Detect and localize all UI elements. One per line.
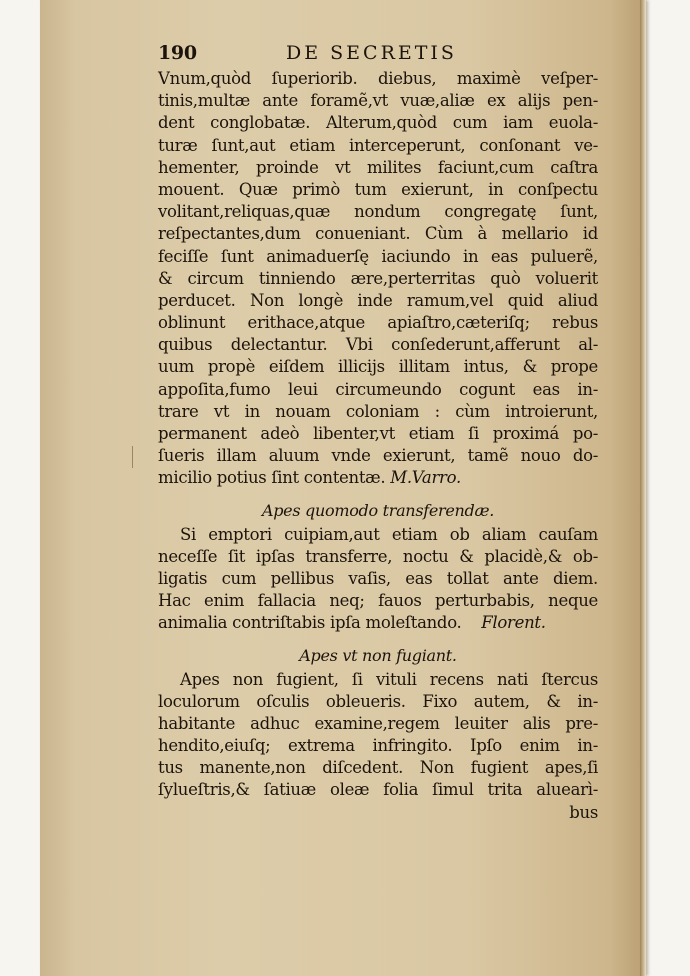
page-text [158, 40, 598, 824]
text-line: perducet. Non longè inde ramum,vel quid aliud [158, 290, 598, 310]
text-line: & circum tinniendo ære,perterritas quò voluerit [158, 268, 598, 288]
text-line: habitante adhuc examine,regem leuiter alis pre- [158, 713, 598, 733]
section-1 [158, 68, 598, 490]
text-line-content: micilio potius ſint contentæ. [158, 468, 386, 488]
text-line: quibus delectantur. Vbi conſederunt,afferunt al- [158, 335, 598, 355]
text-line [158, 612, 598, 634]
margin-mark [132, 446, 137, 468]
source-attribution: M.Varro. [390, 468, 461, 488]
text-line: hendito,eiuſq; extrema infringito. Ipſo enim in- [158, 736, 598, 756]
section-2 [158, 524, 598, 635]
text-line [158, 467, 598, 489]
text-line: dent conglobatæ. Alterum,quòd cum iam euola- [158, 113, 598, 133]
section-3 [158, 669, 598, 824]
text-line: volitant,reliquas,quæ nondum congregatę ſunt, [158, 202, 598, 222]
text-line-content: animalia contriſtabis ipſa moleſtando. [158, 613, 462, 633]
text-line: trare vt in nouam coloniam : cùm introierunt, [158, 401, 598, 421]
text-line: Hac enim fallacia neq; fauos perturbabis, neque [158, 591, 598, 611]
text-line: Si emptori cuipiam,aut etiam ob aliam cauſam [180, 524, 598, 544]
text-line: Apes non fugient, ſi vituli recens nati ſtercus [180, 669, 598, 689]
source-attribution: Florent. [481, 613, 546, 633]
text-line: hementer, proinde vt milites faciunt,cum caſtra [158, 157, 598, 177]
text-line: appoſita,fumo leui circumeundo cogunt eas in- [158, 379, 598, 399]
text-line: feciſſe ſunt animaduerſę iaciundo in eas puluerẽ, [158, 246, 598, 266]
text-line: ligatis cum pellibus vaſis, eas tollat ante diem. [158, 568, 598, 588]
page-edge [640, 0, 646, 976]
text-line: loculorum oſculis obleueris. Fixo autem, & in- [158, 691, 598, 711]
catchword: bus [569, 802, 598, 822]
text-line: Vnum,quòd ſuperiorib. diebus, maximè veſper- [158, 69, 598, 88]
text-line: tinis,multæ ante foramẽ,vt vuæ,aliæ ex alijs pen- [158, 91, 598, 111]
text-line: mouent. Quæ primò tum exierunt, in conſpectu [158, 179, 598, 199]
text-line: oblinunt erithace,atque apiaſtro,cæteriſq; rebus [158, 313, 598, 333]
running-head: DE SECRETIS [286, 42, 457, 64]
page-number: 190 [158, 42, 197, 64]
text-line: neceſſe ſit ipſas transferre, noctu & placidè,& ob- [158, 546, 598, 566]
text-line: tus manente,non diſcedent. Non fugient apes,ſi [158, 758, 598, 778]
text-line: permanent adeò libenter,vt etiam ſi proximá po- [158, 424, 598, 443]
section-heading: Apes vt non fugiant. [299, 645, 457, 665]
text-line: turæ ſunt,aut etiam interceperunt, conſonant ve- [158, 135, 598, 155]
text-line: uum propè eiſdem illicijs illitam intus, & prope [158, 357, 598, 377]
text-line: ſueris illam aluum vnde exierunt, tamẽ nouo do- [158, 446, 598, 466]
text-line: reſpectantes,dum conueniant. Cùm à mellario id [158, 224, 598, 244]
text-line: ſylueſtris,& ſatiuæ oleæ folia ſimul trita aluearì- [158, 780, 598, 800]
section-heading: Apes quomodo transferendæ. [261, 500, 495, 520]
page-header [158, 40, 598, 68]
